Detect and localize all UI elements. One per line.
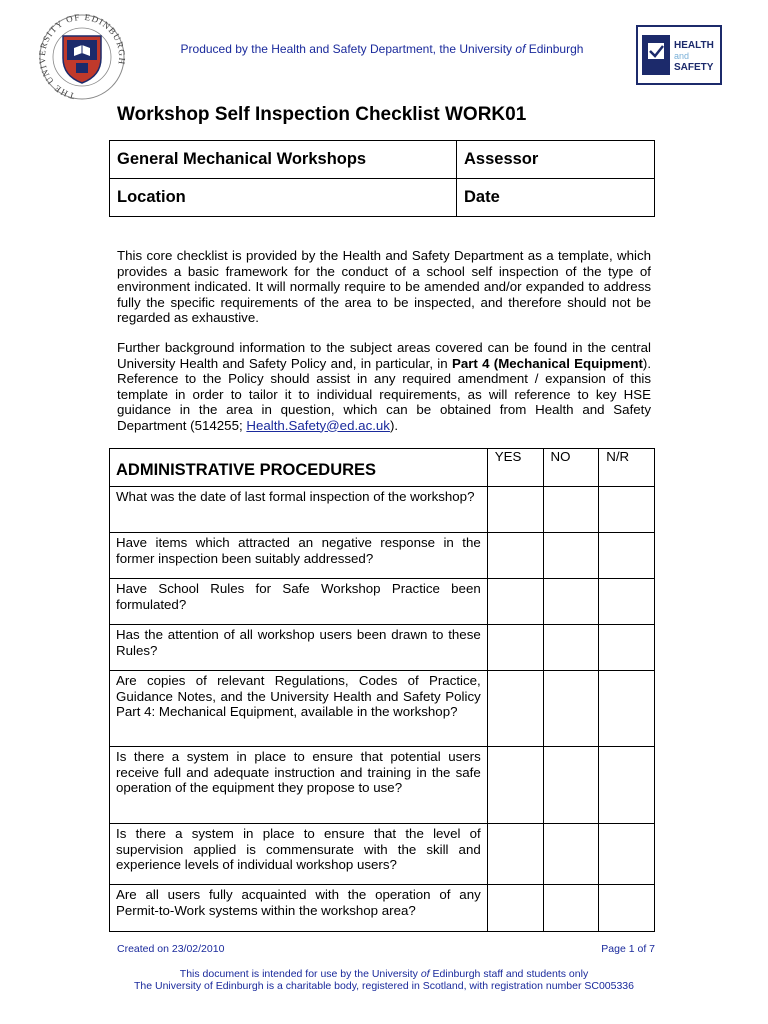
answer-nr-cell[interactable] <box>599 487 655 533</box>
answer-nr-cell[interactable] <box>599 747 655 824</box>
answer-yes-cell[interactable] <box>487 671 543 747</box>
svg-text:HEALTH: HEALTH <box>674 40 714 51</box>
workshop-type-cell: General Mechanical Workshops <box>110 141 457 179</box>
answer-no-cell[interactable] <box>543 747 599 824</box>
background-paragraph: Further background information to the subject areas covered can be found in the central University Health and Safety Policy and, in particular, in Part 4 (Mechanical Equipment). Reference to the Policy should assist in any required amendment / expansion of this template in order to tailor it to individual requirements, as will reference to key HSE guidance in the area in question, which can be obtained from Health and Safety Department (514255; Health.Safety@ed.ac.uk). <box>117 340 652 433</box>
answer-nr-cell[interactable] <box>599 625 655 671</box>
answer-no-cell[interactable] <box>543 885 599 932</box>
page-number: Page 1 of 7 <box>601 943 655 955</box>
answer-nr-cell[interactable] <box>599 579 655 625</box>
answer-yes-cell[interactable] <box>487 885 543 932</box>
column-header-yes: YES <box>487 449 543 487</box>
answer-no-cell[interactable] <box>543 487 599 533</box>
question-text: Are all users fully acquainted with the operation of any Permit-to-Work systems within the workshop area? <box>110 885 488 932</box>
checklist-row <box>110 671 655 747</box>
question-text: Have items which attracted an negative response in the former inspection been suitably addressed? <box>110 533 488 579</box>
checklist-row <box>110 579 655 625</box>
charity-notice: The University of Edinburgh is a charitable body, registered in Scotland, with registration number SC005336 <box>134 980 634 992</box>
answer-nr-cell[interactable] <box>599 885 655 932</box>
section-heading: ADMINISTRATIVE PROCEDURES <box>110 449 488 487</box>
answer-yes-cell[interactable] <box>487 747 543 824</box>
location-field[interactable]: Location <box>110 179 457 217</box>
checklist-row <box>110 824 655 885</box>
svg-text:and: and <box>674 51 690 61</box>
checklist-row <box>110 533 655 579</box>
checklist-row <box>110 625 655 671</box>
answer-yes-cell[interactable] <box>487 579 543 625</box>
footer-notice <box>0 968 768 992</box>
answer-yes-cell[interactable] <box>487 625 543 671</box>
health-safety-email-link[interactable]: Health.Safety@ed.ac.uk <box>246 417 390 433</box>
question-text: Is there a system in place to ensure that the level of supervision applied is commensurate with the skill and experience levels of individual workshop users? <box>110 824 488 885</box>
answer-no-cell[interactable] <box>543 579 599 625</box>
question-text: Is there a system in place to ensure that potential users receive full and adequate instruction and training in the safe operation of the equipment they propose to use? <box>110 747 488 824</box>
document-title: Workshop Self Inspection Checklist WORK01 <box>117 104 527 125</box>
intro-paragraph: This core checklist is provided by the Health and Safety Department as a template, which provides a basic framework for the conduct of a school self inspection of the type of environment indicated. It will normally require to be amended and/or expanded to address fully the specific requirements of the area to be inspected, and therefore should not be regarded as exhaustive. <box>117 248 651 325</box>
answer-no-cell[interactable] <box>543 533 599 579</box>
column-header-no: NO <box>543 449 599 487</box>
question-text: Has the attention of all workshop users been drawn to these Rules? <box>110 625 488 671</box>
answer-yes-cell[interactable] <box>487 487 543 533</box>
answer-nr-cell[interactable] <box>599 533 655 579</box>
answer-no-cell[interactable] <box>543 625 599 671</box>
assessment-info-table <box>109 140 655 217</box>
column-header-nr: N/R <box>599 449 655 487</box>
created-date: Created on 23/02/2010 <box>117 943 225 955</box>
checklist-row <box>110 885 655 932</box>
checklist-row <box>110 487 655 533</box>
health-and-safety-logo <box>636 25 722 85</box>
usage-notice: This document is intended for use by the University of Edinburgh staff and students only <box>179 968 589 980</box>
svg-text:THE UNIVERSITY OF EDINBURGH: THE UNIVERSITY OF EDINBURGH <box>36 12 128 102</box>
answer-nr-cell[interactable] <box>599 824 655 885</box>
checklist-table <box>109 448 655 932</box>
answer-yes-cell[interactable] <box>487 533 543 579</box>
question-text: Are copies of relevant Regulations, Codes of Practice, Guidance Notes, and the University Health and Safety Policy Part 4: Mechanical Equipment, available in the workshop? <box>110 671 488 747</box>
date-field[interactable]: Date <box>457 179 655 217</box>
answer-yes-cell[interactable] <box>487 824 543 885</box>
university-seal-logo <box>30 12 134 102</box>
answer-no-cell[interactable] <box>543 824 599 885</box>
svg-text:SAFETY: SAFETY <box>674 62 714 73</box>
question-text: What was the date of last formal inspection of the workshop? <box>110 487 488 533</box>
assessor-field[interactable]: Assessor <box>457 141 655 179</box>
answer-no-cell[interactable] <box>543 671 599 747</box>
answer-nr-cell[interactable] <box>599 671 655 747</box>
checklist-row <box>110 747 655 824</box>
produced-by-line: Produced by the Health and Safety Department, the University of Edinburgh <box>180 42 584 56</box>
question-text: Have School Rules for Safe Workshop Practice been formulated? <box>110 579 488 625</box>
